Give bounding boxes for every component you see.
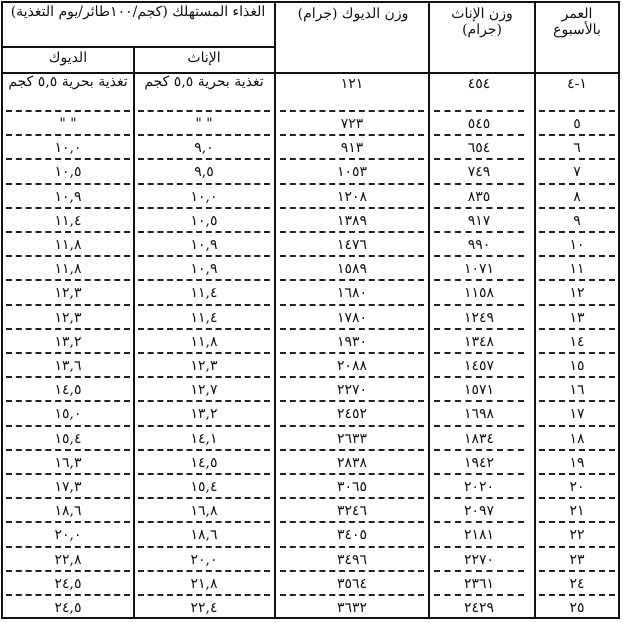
- cell-feed-cocks: " ": [59, 116, 77, 132]
- row-separator: [280, 279, 424, 281]
- cell-feed-cocks: ١٨,٦: [54, 503, 82, 520]
- row-separator: [539, 231, 615, 233]
- row-separator: [6, 400, 130, 402]
- row-separator: [6, 255, 130, 257]
- cell-feed-cocks: ١٣,٦: [54, 358, 82, 374]
- cell-feed-cocks: ٢٢,٨: [54, 551, 82, 568]
- cell-age: ١٦: [569, 382, 585, 399]
- cell-feed-hens: ١٨,٦: [190, 527, 218, 544]
- cell-age: ٦: [573, 140, 581, 157]
- row-separator: [434, 304, 524, 306]
- row-separator: [6, 134, 130, 136]
- row-separator: [434, 183, 524, 185]
- cell-feed-cocks: ١٥,٠: [54, 406, 82, 423]
- cell-feed-hens: ٩,٥: [194, 164, 214, 181]
- cell-cock-weight: ٣٥٦٤: [336, 575, 368, 592]
- row-separator: [138, 304, 270, 306]
- cell-hen-weight: ٩١٧: [467, 212, 491, 229]
- row-separator: [434, 376, 524, 378]
- row-separator: [539, 158, 615, 160]
- row-separator: [138, 110, 270, 112]
- row-separator: [6, 231, 130, 233]
- row-separator: [138, 352, 270, 354]
- row-separator: [434, 134, 524, 136]
- row-separator: [434, 473, 524, 475]
- cell-feed-hens: ١٤,٥: [190, 454, 218, 471]
- row-separator: [138, 473, 270, 475]
- row-separator: [280, 497, 424, 499]
- row-separator: [6, 328, 130, 330]
- cell-cock-weight: ٩١٣: [340, 140, 364, 157]
- row-separator: [280, 231, 424, 233]
- cell-feed-hens: " ": [195, 116, 213, 132]
- cell-cock-weight: ١٩٣٠: [336, 333, 368, 350]
- row-separator: [539, 425, 615, 427]
- row-separator: [434, 546, 524, 548]
- cell-feed-cocks: ١٣,٢: [54, 333, 82, 350]
- row-separator: [434, 231, 524, 233]
- row-separator: [138, 207, 270, 209]
- row-separator: [280, 594, 424, 596]
- cell-feed-hens: ١٠,٩: [190, 261, 218, 278]
- header-feed-hens: الإناث: [187, 50, 221, 66]
- row-separator: [138, 183, 270, 185]
- row-separator: [539, 376, 615, 378]
- cell-cock-weight: ١٦٨٠: [336, 285, 368, 302]
- row-separator: [280, 134, 424, 136]
- cell-age: ٨: [573, 188, 581, 205]
- cell-feed-hens: ٢١,٨: [190, 575, 218, 592]
- row-separator: [138, 158, 270, 160]
- cell-cock-weight: ٣٦٣٢: [336, 600, 368, 616]
- cell-feed-hens: ١١,٤: [190, 309, 218, 326]
- cell-hen-weight: ١٥٧١: [463, 382, 495, 399]
- row-separator: [434, 570, 524, 572]
- cell-cock-weight: ٣٤٩٦: [336, 551, 368, 568]
- cell-hen-weight: ٩٩٠: [467, 237, 491, 253]
- row-separator: [434, 521, 524, 523]
- feed-subheader-rule: [1, 46, 275, 48]
- cell-hen-weight: ١٠٧١: [463, 261, 495, 278]
- row-separator: [434, 158, 524, 160]
- row-separator: [539, 328, 615, 330]
- row-separator: [280, 328, 424, 330]
- cell-hen-weight: ١٦٩٨: [463, 406, 495, 423]
- divider-feed: [133, 47, 135, 619]
- cell-cock-weight: ٢٤٥٢: [336, 406, 368, 423]
- cell-age: ١٣: [569, 309, 585, 326]
- cell-feed-hens: ١٤,١: [190, 430, 218, 447]
- cell-feed-hens: ١٢,٧: [190, 382, 218, 399]
- header-age: العمر بالأسبوع: [553, 6, 601, 38]
- cell-cock-weight: ٢٢٧٠: [336, 382, 368, 399]
- row-separator: [280, 183, 424, 185]
- cell-age: ٥: [573, 116, 581, 132]
- cell-cock-weight: ١٣٨٩: [336, 212, 368, 229]
- cell-hen-weight: ٢٠٩٧: [463, 503, 495, 520]
- row-separator: [539, 546, 615, 548]
- row-separator: [434, 279, 524, 281]
- cell-age: ٢٠: [569, 479, 585, 495]
- header-feed: الغذاء المستهلك (كجم/١٠٠طائر/يوم التغذية): [10, 4, 266, 20]
- cell-hen-weight: ٢٤٢٩: [463, 600, 495, 616]
- divider-age: [534, 1, 536, 619]
- cell-feed-cocks: ٢٠,٠: [54, 527, 82, 544]
- cell-feed-hens: ٢٢,٤: [190, 600, 218, 616]
- cell-feed-hens: ١٠,٥: [190, 212, 218, 229]
- row-separator: [434, 352, 524, 354]
- cell-feed-hens: ١٠,٩: [190, 237, 218, 253]
- row-separator: [138, 279, 270, 281]
- row-separator: [539, 255, 615, 257]
- row-separator: [280, 400, 424, 402]
- row-separator: [6, 425, 130, 427]
- row-separator: [434, 207, 524, 209]
- row-separator: [280, 304, 424, 306]
- row-separator: [434, 110, 524, 112]
- cell-cock-weight: ٢٦٣٣: [336, 430, 368, 447]
- row-separator: [434, 449, 524, 451]
- cell-cock-weight: ٣٢٤٦: [336, 503, 368, 520]
- cell-age: ٢٢: [569, 527, 585, 544]
- cell-cock-weight: ٢٨٣٨: [336, 454, 368, 471]
- cell-cock-weight: ٣٠٦٥: [336, 479, 368, 495]
- row-separator: [280, 158, 424, 160]
- cell-cock-weight: ١٧٨٠: [336, 309, 368, 326]
- cell-feed-cocks: ١١,٤: [54, 212, 82, 229]
- cell-feed-cocks: ٢٤,٥: [54, 600, 82, 616]
- row-separator: [539, 594, 615, 596]
- row-separator: [138, 400, 270, 402]
- row-separator: [539, 134, 615, 136]
- cell-feed-cocks: ١١,٨: [54, 261, 82, 278]
- cell-feed-hens: ١١,٤: [190, 285, 218, 302]
- row-separator: [138, 546, 270, 548]
- row-separator: [280, 449, 424, 451]
- cell-age: ١٧: [569, 406, 585, 423]
- row-separator: [6, 279, 130, 281]
- row-separator: [539, 304, 615, 306]
- cell-cock-weight: ١٢٠٨: [336, 188, 368, 205]
- row-separator: [6, 352, 130, 354]
- row-separator: [434, 594, 524, 596]
- cell-age: ٢٥: [569, 600, 585, 616]
- cell-feed-hens: ٢٠,٠: [190, 551, 218, 568]
- cell-hen-weight: ١١٥٨: [463, 285, 495, 302]
- row-separator: [539, 400, 615, 402]
- cell-cock-weight: ١٥٨٩: [336, 261, 368, 278]
- cell-feed-hens: ١٣,٢: [190, 406, 218, 423]
- row-separator: [6, 376, 130, 378]
- cell-cock-weight: ١٤٧٦: [336, 237, 368, 253]
- row-separator: [280, 255, 424, 257]
- row-separator: [280, 352, 424, 354]
- row-separator: [539, 449, 615, 451]
- cell-hen-weight: ٧٤٩: [467, 164, 491, 181]
- cell-age: ١-٤: [567, 76, 587, 92]
- cell-feed-hens: ٩,٠: [194, 140, 214, 157]
- row-separator: [280, 570, 424, 572]
- cell-feed-cocks: ١٢,٣: [54, 285, 82, 302]
- row-separator: [6, 546, 130, 548]
- row-separator: [434, 328, 524, 330]
- row-separator: [539, 279, 615, 281]
- cell-hen-weight: ٦٥٤: [467, 140, 491, 157]
- cell-age: ١٥: [569, 358, 585, 374]
- cell-age: ١٢: [569, 285, 585, 302]
- cell-hen-weight: ٢١٨١: [463, 527, 495, 544]
- row-separator: [6, 473, 130, 475]
- cell-hen-weight: ١٣٤٨: [463, 333, 495, 350]
- cell-feed-hens: ١٥,٤: [190, 479, 218, 495]
- row-separator: [6, 207, 130, 209]
- row-separator: [138, 376, 270, 378]
- row-separator: [6, 304, 130, 306]
- cell-feed-cocks: ١٠,٩: [54, 188, 82, 205]
- cell-hen-weight: ١٨٣٤: [463, 430, 495, 447]
- cell-feed-cocks: ١٥,٤: [54, 430, 82, 447]
- cell-feed-cocks: ١٤,٥: [54, 382, 82, 399]
- header-feed-cocks: الديوك: [48, 50, 88, 66]
- cell-hen-weight: ١٢٤٩: [463, 309, 495, 326]
- cell-age: ١٠: [569, 237, 585, 253]
- cell-feed-cocks: ١٧,٣: [54, 479, 82, 495]
- row-separator: [434, 400, 524, 402]
- row-separator: [6, 110, 130, 112]
- row-separator: [539, 497, 615, 499]
- row-separator: [434, 255, 524, 257]
- row-separator: [280, 425, 424, 427]
- cell-age: ١٨: [569, 430, 585, 447]
- row-separator: [138, 497, 270, 499]
- cell-feed-hens: ١١,٨: [190, 333, 218, 350]
- cell-hen-weight: ٢٣٦١: [463, 575, 495, 592]
- cell-age: ٢١: [569, 503, 585, 520]
- row-separator: [539, 473, 615, 475]
- cell-cock-weight: ١٢١: [340, 76, 364, 92]
- cell-age: ٢٤: [569, 575, 585, 592]
- row-separator: [138, 570, 270, 572]
- header-cock-weight: وزن الديوك (جرام): [297, 6, 409, 22]
- cell-hen-weight: ١٩٤٢: [463, 454, 495, 471]
- cell-age: ١١: [569, 261, 585, 278]
- cell-feed-cocks: ٢٤,٥: [54, 575, 82, 592]
- row-separator: [138, 521, 270, 523]
- cell-feed-cocks: ١٢,٣: [54, 309, 82, 326]
- cell-cock-weight: ٢٠٨٨: [336, 358, 368, 374]
- divider-cock: [274, 1, 276, 619]
- cell-cock-weight: ١٠٥٣: [336, 164, 368, 181]
- row-separator: [280, 110, 424, 112]
- row-separator: [539, 352, 615, 354]
- cell-feed-hens: ١٠,٠: [190, 188, 218, 205]
- row-separator: [138, 134, 270, 136]
- row-separator: [280, 521, 424, 523]
- cell-feed-cocks: ١٠,٥: [54, 164, 82, 181]
- row-separator: [539, 521, 615, 523]
- row-separator: [138, 449, 270, 451]
- row-separator: [280, 546, 424, 548]
- header-hen-weight: وزن الإناث (جرام): [451, 6, 513, 38]
- cell-age: ١٤: [569, 333, 585, 350]
- cell-feed-cocks: ١٦,٣: [54, 454, 82, 471]
- divider-hen: [428, 1, 430, 619]
- cell-age: ٧: [573, 164, 581, 181]
- row-separator: [6, 497, 130, 499]
- cell-feed-cocks: تغذية بحرية ٥,٥ كجم: [8, 74, 128, 90]
- row-separator: [280, 473, 424, 475]
- cell-hen-weight: ٢٢٧٠: [463, 551, 495, 568]
- row-separator: [434, 425, 524, 427]
- cell-cock-weight: ٣٤٠٥: [336, 527, 368, 544]
- row-separator: [138, 255, 270, 257]
- row-separator: [280, 376, 424, 378]
- row-separator: [138, 594, 270, 596]
- row-separator: [138, 328, 270, 330]
- cell-age: ١٩: [569, 454, 585, 471]
- row-separator: [6, 521, 130, 523]
- cell-hen-weight: ٢٠٢٠: [463, 479, 495, 495]
- cell-feed-hens: ١٦,٨: [190, 503, 218, 520]
- row-separator: [539, 207, 615, 209]
- row-separator: [6, 158, 130, 160]
- cell-hen-weight: ١٤٥٧: [463, 358, 495, 374]
- row-separator: [280, 207, 424, 209]
- cell-cock-weight: ٧٢٣: [340, 116, 364, 132]
- row-separator: [6, 570, 130, 572]
- cell-hen-weight: ٥٤٥: [467, 116, 491, 132]
- cell-feed-cocks: ١١,٨: [54, 237, 82, 253]
- row-separator: [6, 449, 130, 451]
- row-separator: [434, 497, 524, 499]
- row-separator: [539, 110, 615, 112]
- row-separator: [138, 231, 270, 233]
- cell-age: ٩: [573, 212, 581, 229]
- cell-age: ٢٣: [569, 551, 585, 568]
- row-separator: [138, 425, 270, 427]
- cell-feed-cocks: ١٠,٠: [54, 140, 82, 157]
- cell-feed-hens: تغذية بحرية ٥,٥ كجم: [144, 74, 264, 90]
- row-separator: [6, 594, 130, 596]
- row-separator: [539, 570, 615, 572]
- cell-feed-hens: ١٢,٣: [190, 358, 218, 374]
- row-separator: [539, 183, 615, 185]
- row-separator: [6, 183, 130, 185]
- cell-hen-weight: ٤٥٤: [467, 76, 491, 92]
- cell-hen-weight: ٨٣٥: [467, 188, 491, 205]
